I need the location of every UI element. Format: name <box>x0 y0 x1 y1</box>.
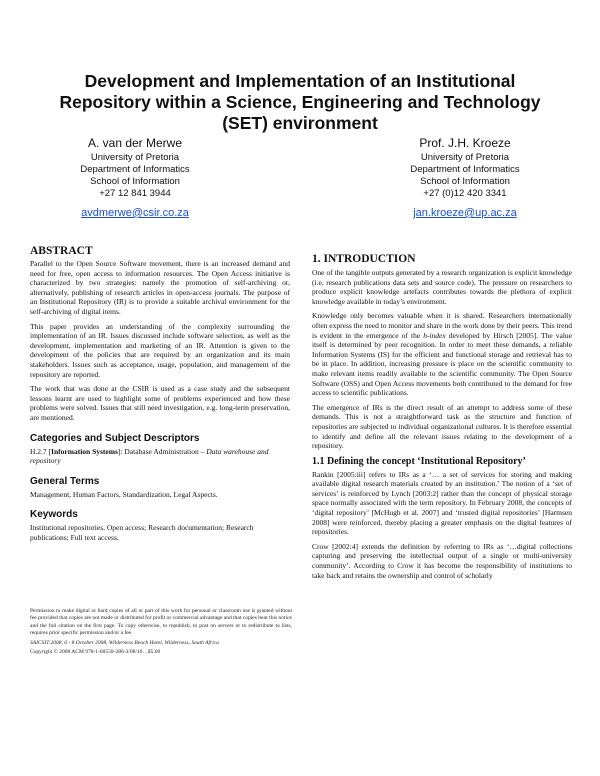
copyright-footnote <box>30 608 292 658</box>
intro-paragraph-end: developed by Hirsch [2005]. The value itself is determined by peer recognition. In order to meet these demands, a reliable Information Systems (IS) for the efficient and functional storage and retrieval has to be in place. In addition, increasing pressure is place on the scientific community to make relevant items readily available to the scientific community. The Open Source Software (OSS) and Open Access movements both contributed to the demand for free access to scientific publications. <box>312 330 573 398</box>
section-paragraph: Crow [2002:4] extends the definition by referring to IRs as ‘…digital collections capturing and preserving the intellectual output of a single or multi-university community’. According to Crow it has become the responsibility of institutions to take back and retains the ownership and control of scholarly <box>312 541 572 580</box>
intro-paragraph-start: Knowledge only becomes valuable when it is shared. Researchers internationally often express the need to monitor and share in the work done by their peers. This trend is evident in the emergence of the <box>312 311 572 340</box>
conference-notice <box>30 640 292 647</box>
intro-paragraph: One of the tangible outputs generated by a research organization is explicit knowledge (i.e. research publications data sets and source code). The pressure on researchers to produce explicit knowledge artefacts contributes towards the plethora of explicit knowledge available in today’s environment. <box>312 268 572 306</box>
categories-text <box>30 447 290 466</box>
abstract-paragraph: This paper provides an understanding of the complexity surrounding the implementation of an IR. Issues discussed include software selection, as well as the development, implementation and marketing of an IR. Attention is given to the development of the policies that are required by an organization and its main stakeholders. Issues such as acceptance, usage, population, and management of the repository are reported. <box>30 321 290 379</box>
paper-title: Development and Implementation of an Institutional Repository within a Science, Engineering and Technology (SET) environment <box>59 71 541 133</box>
author-department: Department of Informatics <box>410 164 520 175</box>
author-department: Department of Informatics <box>80 164 190 175</box>
permission-notice: Permission to make digital or hard copies of all or part of this work for personal or classroom use is granted without fee provided that copies are not made or distributed for profit or commercial advantage and that copies bear this notice and the full citation on the first page. To copy otherwise, to republish, to post on servers or to redistribute to lists, requires prior specific permission and/or a fee. <box>30 608 292 637</box>
section-1-1-heading: 1.1 Defining the concept ‘Institutional Repository’ <box>312 455 526 467</box>
section-paragraph: Rankin [2005:iii] refers to IRs as a ‘… a set of services for storing and making available digital research materials created by an institution.’ The notion of a ‘set of services’ is reinforced by Lynch [2003:2] rather than the concept of physical storage space normally associated with the term repository. In February 2008, the concepts of ‘digital repository’ [McHugh et al. 2007] and ‘trusted digital repositories’ [Harmsen 2008] were reinforced, thereby placing a greater emphasis on the digital features of repositories. <box>312 469 572 537</box>
author-affiliation: University of Pretoria <box>90 152 180 163</box>
keywords-text: Institutional repositories, Open access; Research documentation; Research publications; Full text access. <box>30 523 254 542</box>
right-column <box>312 252 572 580</box>
category-italic: Data warehouse and repository <box>30 446 269 466</box>
author-phone: +27 (0)12 420 3341 <box>423 188 507 199</box>
categories-heading: Categories and Subject Descriptors <box>30 432 200 444</box>
author-email-link[interactable]: jan.kroeze@up.ac.za <box>413 207 517 219</box>
keywords-heading: Keywords <box>30 509 78 521</box>
author-block-2 <box>360 136 570 220</box>
introduction-heading: 1. INTRODUCTION <box>312 253 416 265</box>
author-school: School of Information <box>90 176 180 187</box>
category-bold: Information Systems <box>51 446 118 456</box>
intro-paragraph <box>312 311 572 397</box>
h-index-term: h-index <box>423 330 446 340</box>
left-column <box>30 244 290 547</box>
author-phone: +27 12 841 3944 <box>99 188 171 199</box>
author-school: School of Information <box>420 176 510 187</box>
abstract-paragraph: The work that was done at the CSIR is used as a case study and the subsequent lessons learnt are used to highlight some of problems experienced and how these problems were solved. Issues that still need investigation, e.g. long-term preservation, are mentioned. <box>30 384 290 422</box>
author-email-link[interactable]: avdmerwe@csir.co.za <box>81 207 189 219</box>
author-name: Prof. J.H. Kroeze <box>419 136 511 150</box>
intro-paragraph: The emergence of IRs is the direct result of an attempt to address some of these demands. This is not a straightforward task as the structure and function of repositories are subjected to individual organizational cultures. It is therefore essential to identify and define all the relevant issues relating to the development of a repository. <box>312 402 572 451</box>
conference-notice-text: SAICSIT 2008, 6 - 8 October 2008, Wilderness Beach Hotel, Wilderness, South Africa <box>30 639 219 646</box>
category-code: H.2.7 [ <box>30 446 52 456</box>
abstract-paragraph: Parallel to the Open Source Software movement, there is an increased demand and need for free, open access to information resources. The Open Access initiative is characterized by two strategies: namely the promotion of self-archiving or, alternatively, publishing of research articles in open-access journals. The purpose of an Institutional Repository (IR) is to provide a suitable archival environment for the self-archiving of digital items. <box>30 259 290 316</box>
general-terms-heading: General Terms <box>30 475 100 487</box>
author-affiliation: University of Pretoria <box>420 152 510 163</box>
author-name: A. van der Merwe <box>87 136 183 150</box>
abstract-heading: ABSTRACT <box>30 245 93 257</box>
copyright-notice: Copyright © 2008 ACM 978-1-60558-286-3/08/10…$5.00 <box>30 649 161 656</box>
general-terms-text: Management, Human Factors, Standardization, Legal Aspects. <box>30 489 218 499</box>
category-rest: ]: Database Administration – <box>117 446 207 456</box>
author-block-1 <box>30 136 240 220</box>
